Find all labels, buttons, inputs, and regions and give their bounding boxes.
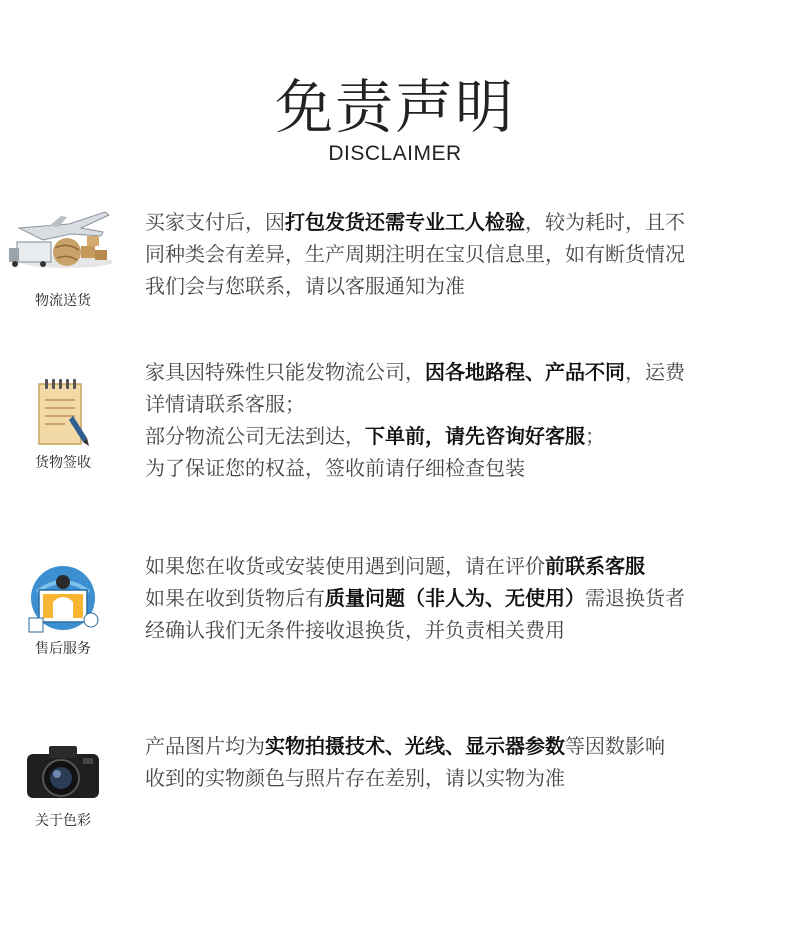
page-title: 免责声明 <box>274 73 515 141</box>
camera-icon <box>23 742 103 806</box>
color-text <box>145 730 780 794</box>
text-line: 产品图片均为实物拍摄技术、光线、显示器参数等因数影响 <box>145 734 665 758</box>
text-line: 经确认我们无条件接收退换货，并负责相关费用 <box>145 618 565 642</box>
text-line: 如果在收到货物后有质量问题（非人为、无使用）需退换货者 <box>145 586 685 610</box>
text-line: 收到的实物颜色与照片存在差别，请以实物为准 <box>145 766 565 790</box>
text-line: 我们会与您联系，请以客服通知为准 <box>145 274 465 298</box>
receipt-block <box>8 376 118 472</box>
customer-service-icon <box>23 562 103 634</box>
logistics-text <box>145 206 780 302</box>
text-line: 详情请联系客服； <box>145 392 305 416</box>
text-line: 家具因特殊性只能发物流公司，因各地路程、产品不同，运费 <box>145 360 685 384</box>
after-sales-label: 售后服务 <box>35 641 91 657</box>
page-subtitle: DISCLAIMER <box>328 142 462 165</box>
receipt-label: 货物签收 <box>35 455 91 471</box>
logistics-block <box>8 206 118 310</box>
receipt-text <box>145 356 780 484</box>
text-line: 同种类会有差异，生产周期注明在宝贝信息里，如有断货情况 <box>145 242 685 266</box>
text-line: 部分物流公司无法到达，下单前，请先咨询好客服； <box>145 424 605 448</box>
logistics-icon <box>9 206 117 286</box>
text-line: 为了保证您的权益，签收前请仔细检查包装 <box>145 456 525 480</box>
after-sales-text <box>145 550 780 646</box>
color-block <box>8 742 118 830</box>
clipboard-icon <box>33 376 93 448</box>
color-label: 关于色彩 <box>35 813 91 829</box>
after-sales-block <box>8 562 118 658</box>
logistics-label: 物流送货 <box>35 293 91 309</box>
text-line: 如果您在收货或安装使用遇到问题，请在评价前联系客服 <box>145 554 645 578</box>
text-line: 买家支付后，因打包发货还需专业工人检验，较为耗时，且不 <box>145 210 685 234</box>
